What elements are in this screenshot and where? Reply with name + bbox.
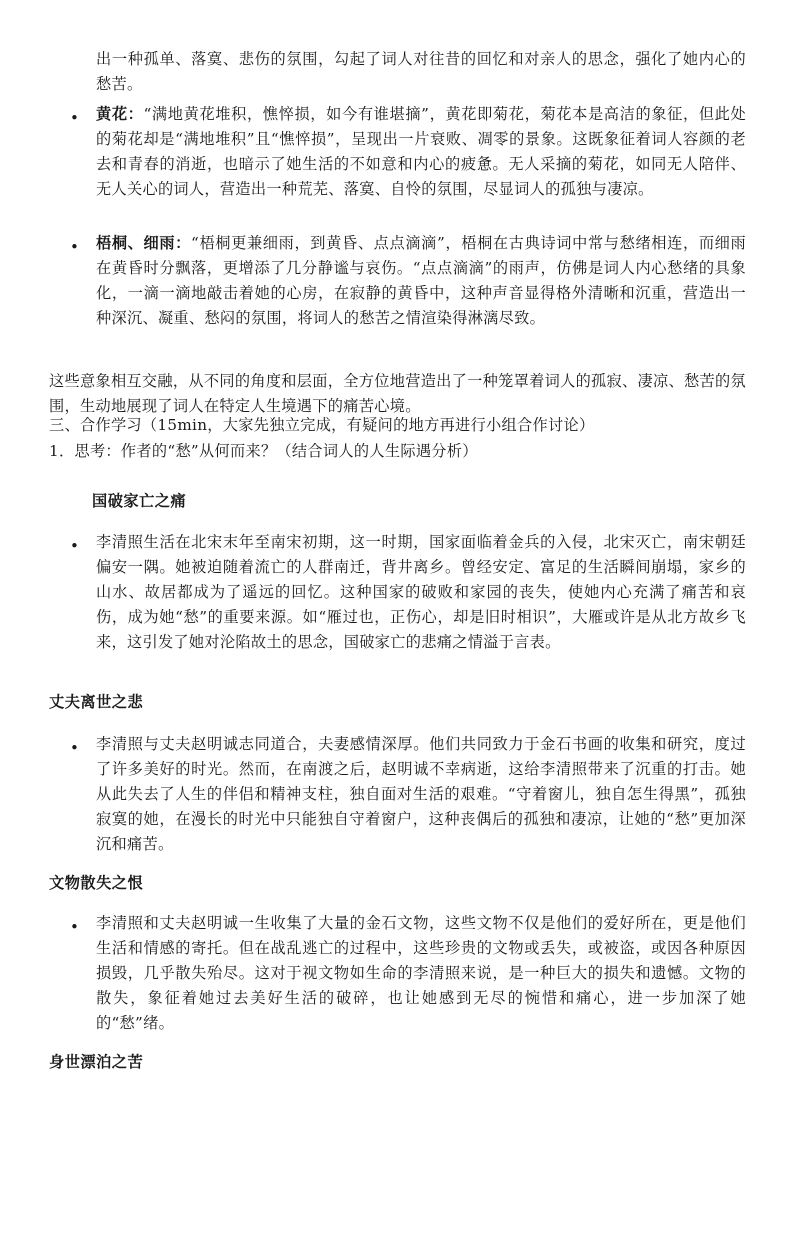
subheading-shenshi: 身世漂泊之苦 [49, 1053, 144, 1071]
imagery-item-huanghua [96, 102, 746, 202]
imagery-term: 黄花： [96, 105, 144, 123]
subheading-wenwu: 文物散失之恨 [49, 874, 144, 892]
bullet-dot: • [70, 537, 79, 555]
imagery-text: “梧桐更兼细雨，到黄昏、点点滴滴”，梧桐在古典诗词中常与愁绪相连，而细雨在黄昏时分飘落，更增添了几分静谧与哀伤。“点点滴滴”的雨声，仿佛是词人内心愁绪的具象化，一滴一滴地敲击着她的心房，在寂静的黄昏中，这种声音显得格外清晰和沉重，营造出一种深沉、凝重、愁闷的氛围，将词人的愁苦之情渲染得淋漓尽致。 [96, 234, 746, 327]
subheading-guopo: 国破家亡之痛 [92, 492, 187, 510]
imagery-text: “满地黄花堆积，憔悴损，如今有谁堪摘”，黄花即菊花，菊花本是高洁的象征，但此处的菊花却是“满地堆积”且“憔悴损”，呈现出一片衰败、凋零的景象。这既象征着词人容颜的老去和青春的消逝，也暗示了她生活的不如意和内心的疲惫。无人采摘的菊花，如同无人陪伴、无人关心的词人，营造出一种荒芜、落寞、自怜的氛围，尽显词人的孤独与凄凉。 [96, 105, 746, 198]
imagery-term: 梧桐、细雨： [96, 234, 192, 252]
section-text-guopo: 李清照生活在北宋末年至南宋初期，这一时期，国家面临着金兵的入侵，北宋灭亡，南宋朝廷偏安一隅。她被迫随着流亡的人群南迁，背井离乡。曾经安定、富足的生活瞬间崩塌，家乡的山水、故居都成为了遥远的回忆。这种国家的破败和家园的丧失，使她内心充满了痛苦和哀伤，成为她“愁”的重要来源。如“雁过也，正伤心，却是旧时相识”，大雁或许是从北方故乡飞来，这引发了她对沦陷故土的思念，国破家亡的悲痛之情溢于言表。 [96, 533, 746, 651]
question-1: 1．思考：作者的“愁”从何而来？（结合词人的人生际遇分析） [49, 442, 478, 460]
subheading-zhangfu: 丈夫离世之悲 [49, 693, 144, 711]
continuation-paragraph: 出一种孤单、落寞、悲伤的氛围，勾起了词人对往昔的回忆和对亲人的思念，强化了她内心的愁苦。 [96, 50, 746, 93]
bullet-dot: • [70, 739, 79, 757]
summary-paragraph: 这些意象相互交融，从不同的角度和层面，全方位地营造出了一种笼罩着词人的孤寂、凄凉、愁苦的氛围，生动地展现了词人在特定人生境遇下的痛苦心境。 [49, 372, 746, 415]
bullet-dot: • [70, 109, 79, 127]
section-heading-cooperative: 三、合作学习（15min，大家先独立完成，有疑问的地方再进行小组合作讨论） [49, 416, 595, 434]
section-text-wenwu: 李清照和丈夫赵明诚一生收集了大量的金石文物，这些文物不仅是他们的爱好所在，更是他们生活和情感的寄托。但在战乱逃亡的过程中，这些珍贵的文物或丢失，或被盗，或因各种原因损毁，几乎散失殆尽。这对于视文物如生命的李清照来说，是一种巨大的损失和遗憾。文物的散失，象征着她过去美好生活的破碎，也让她感到无尽的惋惜和痛心，进一步加深了她的“愁”绪。 [96, 914, 746, 1032]
bullet-dot: • [70, 918, 79, 936]
bullet-dot: • [70, 238, 79, 256]
section-text-zhangfu: 李清照与丈夫赵明诚志同道合，夫妻感情深厚。他们共同致力于金石书画的收集和研究，度过了许多美好的时光。然而，在南渡之后，赵明诚不幸病逝，这给李清照带来了沉重的打击。她从此失去了人生的伴侣和精神支柱，独自面对生活的艰难。“守着窗儿，独自怎生得黑”，孤独寂寞的她，在漫长的时光中只能独自守着窗户，这种丧偶后的孤独和凄凉，让她的“愁”更加深沉和痛苦。 [96, 735, 746, 853]
imagery-item-wutong [96, 231, 746, 331]
